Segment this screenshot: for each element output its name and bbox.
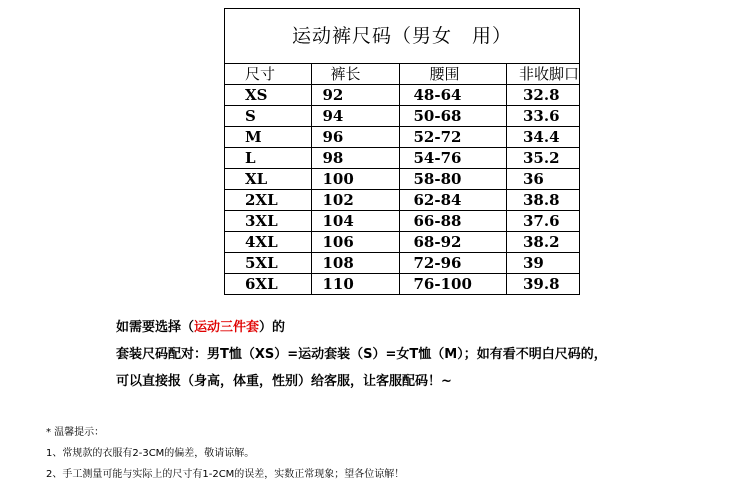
note-highlight: 运动三件套	[194, 320, 260, 335]
waist-cell: 48-64	[399, 85, 506, 106]
length-cell: 92	[312, 85, 399, 106]
leg-opening-cell: 36	[506, 169, 579, 190]
waist-cell: 72-96	[399, 253, 506, 274]
length-cell: 110	[312, 274, 399, 295]
waist-cell: 66-88	[399, 211, 506, 232]
table-header-row	[225, 64, 580, 85]
size-cell: 6XL	[225, 274, 312, 295]
table-row	[225, 232, 580, 253]
note-line-1-prefix: 如需要选择（	[116, 320, 195, 335]
length-cell: 102	[312, 190, 399, 211]
leg-opening-cell: 38.2	[506, 232, 579, 253]
leg-opening-cell: 32.8	[506, 85, 579, 106]
note-line-3: 可以直接报（身高，体重，性别）给客服，让客服配码！~	[116, 374, 452, 389]
size-cell: 5XL	[225, 253, 312, 274]
tips-item-1: 1、常规款的衣服有2-3CM的偏差，敬请谅解。	[46, 448, 255, 459]
size-cell: 3XL	[225, 211, 312, 232]
length-cell: 100	[312, 169, 399, 190]
tips-heading: * 温馨提示：	[46, 427, 105, 438]
size-cell: 4XL	[225, 232, 312, 253]
table-row	[225, 274, 580, 295]
size-cell: XS	[225, 85, 312, 106]
header-size: 尺寸	[225, 64, 312, 85]
length-cell: 98	[312, 148, 399, 169]
leg-opening-cell: 35.2	[506, 148, 579, 169]
waist-cell: 54-76	[399, 148, 506, 169]
table-row	[225, 190, 580, 211]
header-leg-opening: 非收脚口	[506, 64, 579, 85]
header-waist: 腰围	[399, 64, 506, 85]
note-line-1	[116, 316, 285, 335]
waist-cell: 58-80	[399, 169, 506, 190]
header-length: 裤长	[312, 64, 399, 85]
waist-cell: 68-92	[399, 232, 506, 253]
leg-opening-cell: 38.8	[506, 190, 579, 211]
length-cell: 106	[312, 232, 399, 253]
length-cell: 104	[312, 211, 399, 232]
leg-opening-cell: 33.6	[506, 106, 579, 127]
tips-item-2: 2、手工测量可能与实际上的尺寸有1-2CM的误差，实数正常现象；望各位谅解！	[46, 469, 405, 480]
leg-opening-cell: 37.6	[506, 211, 579, 232]
length-cell: 108	[312, 253, 399, 274]
length-cell: 94	[312, 106, 399, 127]
leg-opening-cell: 39.8	[506, 274, 579, 295]
note-line-2: 套装尺码配对：男T恤（XS）=运动套装（S）=女T恤（M）；如有看不明白尺码的，	[116, 347, 607, 362]
size-chart-table	[224, 8, 580, 295]
waist-cell: 52-72	[399, 127, 506, 148]
table-row	[225, 253, 580, 274]
size-cell: L	[225, 148, 312, 169]
table-row	[225, 169, 580, 190]
size-cell: M	[225, 127, 312, 148]
leg-opening-cell: 34.4	[506, 127, 579, 148]
waist-cell: 76-100	[399, 274, 506, 295]
note-line-1-suffix: ）的	[259, 320, 286, 335]
table-row	[225, 148, 580, 169]
table-row	[225, 211, 580, 232]
waist-cell: 50-68	[399, 106, 506, 127]
size-cell: XL	[225, 169, 312, 190]
table-title: 运动裤尺码（男女 用）	[225, 9, 580, 64]
length-cell: 96	[312, 127, 399, 148]
table-row	[225, 106, 580, 127]
leg-opening-cell: 39	[506, 253, 579, 274]
waist-cell: 62-84	[399, 190, 506, 211]
table-row	[225, 85, 580, 106]
size-cell: 2XL	[225, 190, 312, 211]
table-row	[225, 127, 580, 148]
size-cell: S	[225, 106, 312, 127]
